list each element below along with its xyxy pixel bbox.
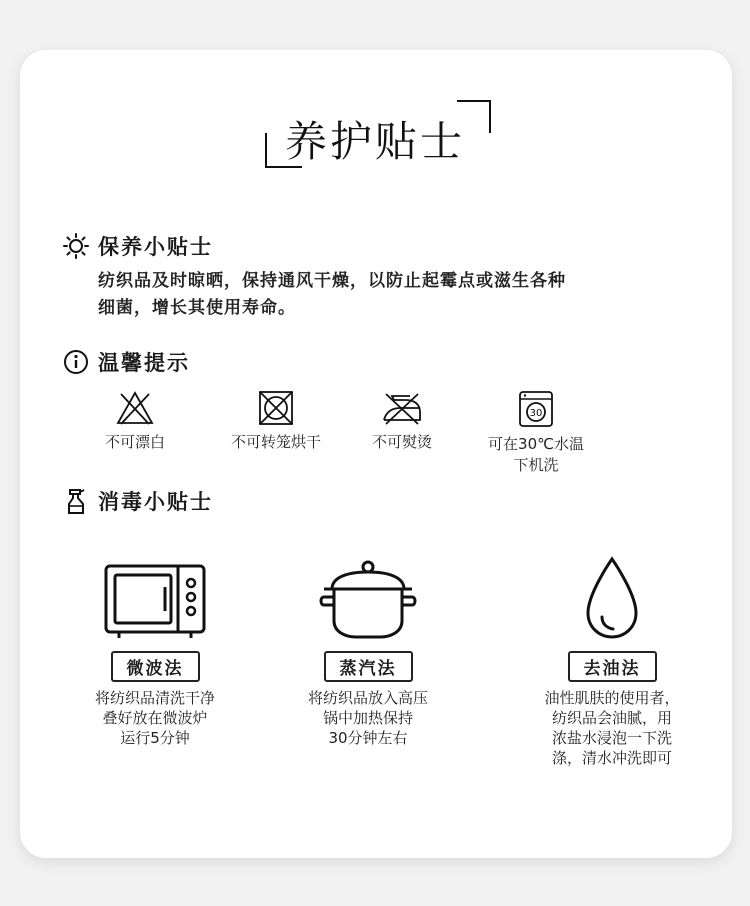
wash-temperature-badge: 30 — [529, 408, 543, 419]
desc-line: 浓盐水浸泡一下洗 — [551, 729, 672, 747]
machine-wash-label-line-1: 可在30℃水温 — [488, 435, 584, 453]
degrease-method-desc — [522, 688, 702, 768]
microwave-method-desc — [60, 688, 250, 748]
machine-wash-label-line-2: 下机洗 — [513, 456, 559, 474]
steam-method-desc — [278, 688, 458, 748]
spray-bottle-icon — [62, 487, 90, 515]
care-item-no-tumble-dry — [218, 390, 334, 453]
desc-line: 30分钟左右 — [328, 729, 408, 747]
disinfection-heading: 消毒小贴士 — [98, 490, 213, 514]
microwave-icon — [103, 563, 207, 641]
title-block — [262, 99, 492, 169]
maintenance-text — [98, 268, 678, 322]
reminder-heading: 温馨提示 — [98, 351, 190, 375]
degrease-method-label: 去油法 — [568, 651, 657, 682]
desc-line: 纺织品会油腻，用 — [551, 709, 672, 727]
steam-pot-icon — [318, 559, 418, 641]
maintenance-heading: 保养小贴士 — [98, 235, 213, 259]
sun-icon — [62, 232, 90, 260]
method-degrease — [522, 555, 702, 768]
desc-line: 将纺织品清洗干净 — [94, 689, 215, 707]
desc-line: 涤，清水冲洗即可 — [551, 749, 672, 767]
no-bleach-label: 不可漂白 — [104, 433, 165, 451]
steam-method-label: 蒸汽法 — [324, 651, 413, 682]
info-icon — [62, 348, 90, 376]
care-item-machine-wash — [478, 390, 594, 476]
no-bleach-icon — [115, 390, 155, 426]
desc-line: 锅中加热保持 — [322, 709, 413, 727]
care-item-no-iron — [357, 390, 447, 453]
microwave-method-label: 微波法 — [111, 651, 200, 682]
desc-line: 油性肌肤的使用者， — [544, 689, 680, 707]
method-steam — [278, 555, 458, 748]
desc-line: 叠好放在微波炉 — [102, 709, 208, 727]
no-iron-icon — [380, 390, 424, 426]
water-drop-icon — [582, 555, 642, 641]
machine-wash-label — [478, 434, 594, 476]
no-iron-label: 不可熨烫 — [371, 433, 432, 451]
reminder-header — [62, 347, 190, 377]
no-tumble-dry-icon — [256, 390, 296, 426]
maintenance-text-line-1: 纺织品及时晾晒，保持通风干燥，以防止起霉点或滋生各种 — [98, 271, 566, 291]
maintenance-text-line-2: 细菌，增长其使用寿命。 — [98, 298, 296, 318]
desc-line: 运行5分钟 — [120, 729, 190, 747]
machine-wash-30-icon — [516, 390, 556, 428]
method-microwave — [60, 555, 250, 748]
maintenance-header — [62, 231, 213, 261]
desc-line: 将纺织品放入高压 — [307, 689, 428, 707]
care-item-no-bleach — [90, 390, 180, 453]
disinfection-header — [62, 486, 213, 516]
no-tumble-dry-label: 不可转笼烘干 — [230, 433, 321, 451]
page-title: 养护贴士 — [284, 117, 465, 166]
